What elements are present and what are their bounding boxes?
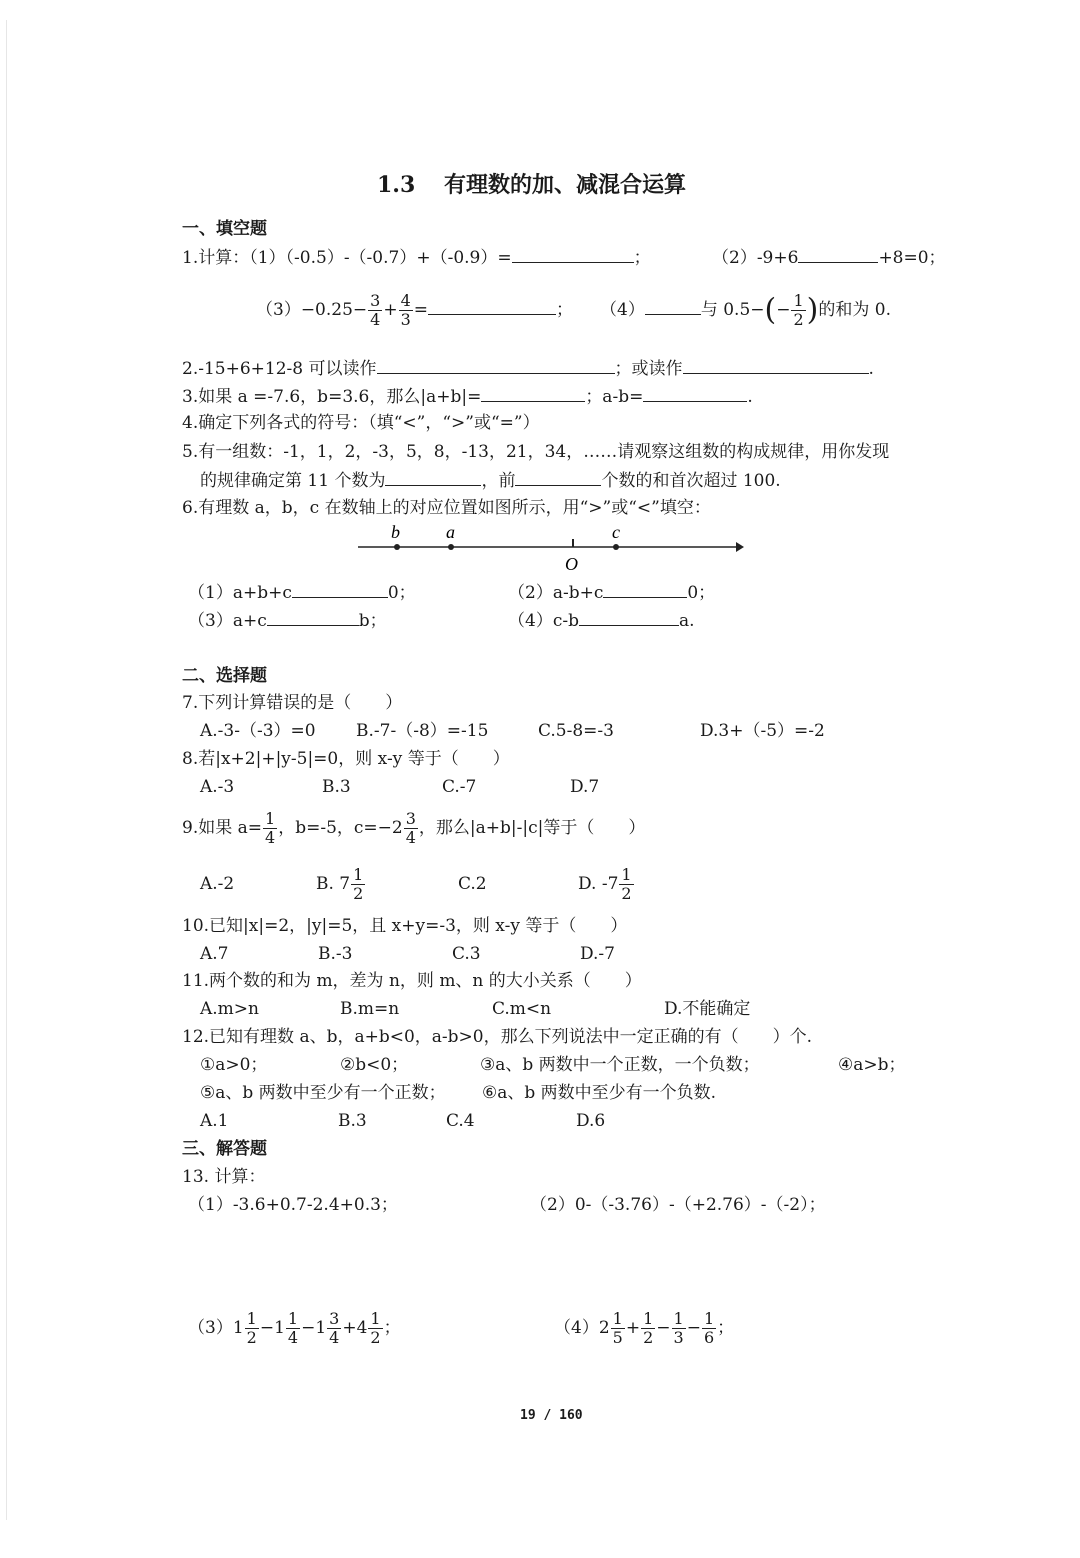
fraction: $\frac{1}{2}$ <box>793 291 804 329</box>
fraction: $\frac{1}{2}$ <box>353 865 364 903</box>
option-B[interactable]: B.3 <box>322 777 351 797</box>
fraction: $\frac{3}{4}$ <box>329 1309 340 1347</box>
answer-blank[interactable] <box>798 246 878 263</box>
option-A[interactable]: A.-3-（-3）=0 <box>200 721 316 741</box>
answer-blank[interactable] <box>428 298 556 315</box>
option-B[interactable]: B.-3 <box>318 944 353 964</box>
question-2: 2.-15+6+12-8 可以读作 ；或读作 . <box>182 359 874 379</box>
option-C[interactable]: C.5-8=-3 <box>538 721 614 741</box>
option-B[interactable]: B.-7-（-8）=-15 <box>356 721 489 741</box>
option-C[interactable]: C.-7 <box>442 777 477 797</box>
number-line-figure <box>350 520 750 576</box>
option-B[interactable]: B.m=n <box>340 999 400 1019</box>
scan-edge <box>6 20 7 1520</box>
fraction: $\frac{3}{4}$ <box>405 809 416 847</box>
question-5-line2: 的规律确定第 11 个数为 ，前 个数的和首次超过 100. <box>200 471 781 491</box>
section-number: 1.3 <box>377 172 416 198</box>
option-A[interactable]: A.7 <box>200 944 229 964</box>
point-b <box>394 544 400 550</box>
answer-blank[interactable] <box>512 246 634 263</box>
statement-1: ①a>0； <box>200 1055 268 1075</box>
answer-blank[interactable] <box>683 357 869 374</box>
answer-blank[interactable] <box>267 609 359 626</box>
question-1b: （2）-9+6 +8=0； <box>712 248 946 268</box>
arrow-head-icon <box>736 542 744 552</box>
answer-blank[interactable] <box>643 385 747 402</box>
option-C[interactable]: C.2 <box>458 874 487 894</box>
statement-4: ④a>b； <box>838 1055 906 1075</box>
question-1c: （3）−0.25− $\frac{3}{4}$ + $\frac{4}{3}$ = ； <box>256 291 574 329</box>
question-6-part1: （1）a+b+c 0； <box>188 583 416 603</box>
point-a <box>448 544 454 550</box>
question-5-line1: 5.有一组数：-1，1，2，-3，5，8，-13，21，34，……请观察这组数的构成规律，用你发现 <box>182 442 890 462</box>
fraction: $\frac{3}{4}$ <box>370 291 381 329</box>
option-D[interactable]: D.-7 <box>580 944 615 964</box>
section-heading-choice: 二、选择题 <box>182 666 267 686</box>
option-D[interactable]: D.3+（-5）=-2 <box>700 721 825 741</box>
label-b: b <box>391 522 400 542</box>
option-D[interactable]: D. -7 $\frac{1}{2}$ <box>578 865 632 903</box>
statement-6: ⑥a、b 两数中至少有一个负数. <box>482 1083 717 1103</box>
option-C[interactable]: C.3 <box>452 944 481 964</box>
answer-blank[interactable] <box>515 469 601 486</box>
question-4: 4.确定下列各式的符号：（填“<”，“>”或“=”） <box>182 413 540 433</box>
option-C[interactable]: C.4 <box>446 1111 475 1131</box>
option-C[interactable]: C.m<n <box>492 999 552 1019</box>
answer-blank[interactable] <box>292 581 388 598</box>
fraction: $\frac{4}{3}$ <box>400 291 411 329</box>
question-11-stem: 11.两个数的和为 m，差为 n，则 m、n 的大小关系（ ） <box>182 971 642 991</box>
label-c: c <box>612 522 620 542</box>
question-6-part4: （4）c-b a. <box>508 611 695 631</box>
label-a: a <box>446 522 455 542</box>
question-6-part2: （2）a-b+c 0； <box>508 583 716 603</box>
fraction: $\frac{1}{4}$ <box>287 1309 299 1347</box>
question-7-stem: 7.下列计算错误的是（ ） <box>182 693 403 713</box>
answer-blank[interactable] <box>385 469 481 486</box>
option-D[interactable]: D.7 <box>570 777 600 797</box>
page-number: 19 / 160 <box>520 1408 583 1423</box>
option-A[interactable]: A.-3 <box>200 777 235 797</box>
fraction: $\frac{1}{2}$ <box>370 1309 381 1347</box>
answer-blank[interactable] <box>377 357 615 374</box>
option-B[interactable]: B. 7 $\frac{1}{2}$ <box>316 865 364 903</box>
question-12-stem: 12.已知有理数 a、b，a+b<0，a-b>0，那么下列说法中一定正确的有（ ）个. <box>182 1027 813 1047</box>
question-13-part3: （3）1 $\frac{1}{2}$ −1 $\frac{1}{4}$ −1 $\frac{3}{4}$ +4 $\frac{1}{2}$ ； <box>188 1309 401 1347</box>
label-o: O <box>565 554 578 574</box>
fraction: $\frac{1}{2}$ <box>246 1309 257 1347</box>
option-A[interactable]: A.1 <box>200 1111 229 1131</box>
question-13-stem: 13. 计算： <box>182 1167 266 1187</box>
fraction: $\frac{1}{6}$ <box>703 1309 715 1347</box>
question-8-stem: 8.若|x+2|+|y-5|=0，则 x-y 等于（ ） <box>182 749 510 769</box>
question-13-part2: （2）0-（-3.76）-（+2.76）-（-2）； <box>530 1195 826 1215</box>
question-13-part4: （4）2 $\frac{1}{5}$ + $\frac{1}{2}$ − $\frac{1}{3}$ − $\frac{1}{6}$ ； <box>554 1309 735 1347</box>
question-6-part3: （3）a+c b； <box>188 611 387 631</box>
option-D[interactable]: D.不能确定 <box>664 999 751 1019</box>
fraction: $\frac{1}{4}$ <box>265 809 276 847</box>
question-6-stem: 6.有理数 a，b，c 在数轴上的对应位置如图所示，用“>”或“<”填空： <box>182 498 711 518</box>
question-9-stem: 9.如果 a= $\frac{1}{4}$ ，b=-5，c=−2 $\frac{3}{4}$ ，那么|a+b|-|c|等于（ ） <box>182 809 646 847</box>
page-title: 有理数的加、减混合运算 <box>444 172 687 198</box>
statement-2: ②b<0； <box>340 1055 409 1075</box>
section-heading-solve: 三、解答题 <box>182 1139 267 1159</box>
point-c <box>613 544 619 550</box>
question-13-part1: （1）-3.6+0.7-2.4+0.3； <box>188 1195 398 1215</box>
section-heading-fill: 一、填空题 <box>182 219 267 239</box>
question-10-stem: 10.已知|x|=2，|y|=5，且 x+y=-3，则 x-y 等于（ ） <box>182 916 628 936</box>
statement-3: ③a、b 两数中一个正数，一个负数； <box>480 1055 760 1075</box>
answer-blank[interactable] <box>579 609 679 626</box>
fraction: $\frac{1}{5}$ <box>612 1309 623 1347</box>
question-3: 3.如果 a =-7.6，b=3.6，那么|a+b|= ；a-b= . <box>182 387 753 407</box>
question-1a: 1.计算：（1）（-0.5）-（-0.7）+（-0.9）= ； <box>182 248 651 268</box>
option-D[interactable]: D.6 <box>576 1111 606 1131</box>
fraction: $\frac{1}{2}$ <box>643 1309 654 1347</box>
fraction: $\frac{1}{2}$ <box>621 865 632 903</box>
option-A[interactable]: A.-2 <box>200 874 235 894</box>
option-A[interactable]: A.m>n <box>200 999 259 1019</box>
answer-blank[interactable] <box>645 298 701 315</box>
option-B[interactable]: B.3 <box>338 1111 367 1131</box>
statement-5: ⑤a、b 两数中至少有一个正数； <box>200 1083 446 1103</box>
fraction: $\frac{1}{3}$ <box>673 1309 684 1347</box>
question-1d: （4） 与 0.5−(− $\frac{1}{2}$ )的和为 0. <box>600 291 892 329</box>
answer-blank[interactable] <box>481 385 585 402</box>
answer-blank[interactable] <box>603 581 687 598</box>
